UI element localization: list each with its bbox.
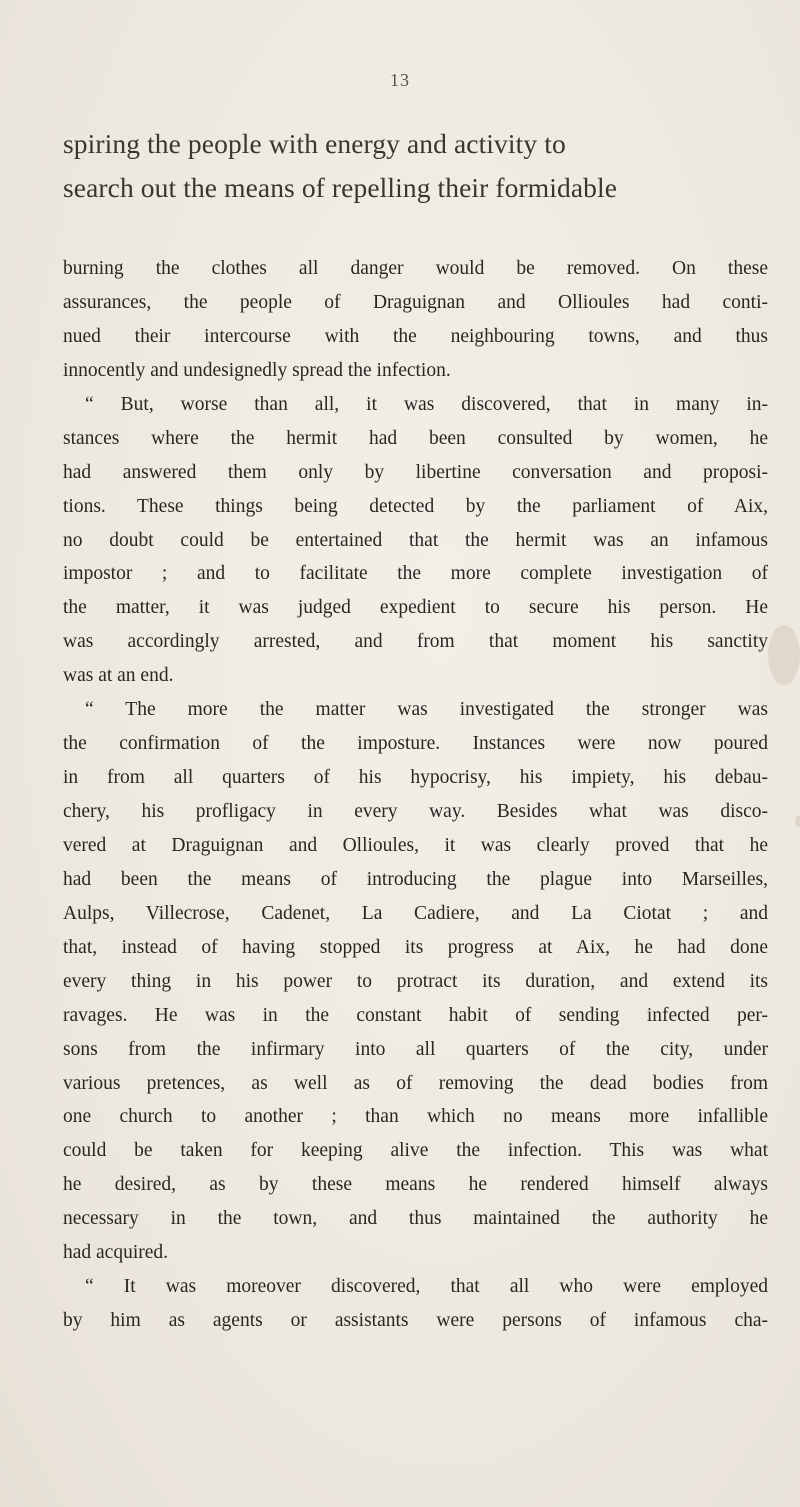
text-line: was at an end. xyxy=(63,665,174,687)
text-line: was accordingly arrested, and from that moment his sanctity xyxy=(63,631,768,653)
text-line: various pretences, as well as of removing the dead bodies from xyxy=(63,1072,768,1094)
body-text xyxy=(63,252,768,1338)
text-line: innocently and undesignedly spread the infection. xyxy=(63,359,451,381)
text-line: had been the means of introducing the plague into Marseilles, xyxy=(63,868,768,890)
text-line: he desired, as by these means he rendered himself always xyxy=(63,1174,768,1196)
text-line: “ The more the matter was investigated the stronger was xyxy=(85,699,768,721)
text-line: burning the clothes all danger would be removed. On these xyxy=(63,258,768,279)
header-line: search out the means of repelling their formidable xyxy=(63,172,618,203)
text-line: ravages. He was in the constant habit of sending infected per- xyxy=(63,1004,768,1026)
text-line: had answered them only by libertine conversation and proposi- xyxy=(63,461,768,483)
text-line: impostor ; and to facilitate the more complete investigation of xyxy=(63,563,768,585)
text-line: the matter, it was judged expedient to secure his person. He xyxy=(63,597,768,619)
text-line: no doubt could be entertained that the hermit was an infamous xyxy=(63,529,768,551)
text-line: could be taken for keeping alive the infection. This was what xyxy=(63,1140,768,1162)
text-line: necessary in the town, and thus maintained the authority he xyxy=(63,1208,768,1230)
text-line: stances where the hermit had been consulted by women, he xyxy=(63,427,768,449)
text-line: the confirmation of the imposture. Instances were now poured xyxy=(63,733,768,755)
paper-stain xyxy=(795,815,800,827)
text-line: nued their intercourse with the neighbouring towns, and thus xyxy=(63,325,768,347)
text-line: that, instead of having stopped its progress at Aix, he had done xyxy=(63,936,768,958)
text-line: by him as agents or assistants were persons of infamous cha- xyxy=(63,1310,768,1332)
text-line: assurances, the people of Draguignan and Ollioules had conti- xyxy=(63,291,768,313)
text-line: tions. These things being detected by the parliament of Aix, xyxy=(63,495,768,517)
text-line: every thing in his power to protract its duration, and extend its xyxy=(63,970,768,992)
paper-stain xyxy=(768,625,800,685)
text-line: “ But, worse than all, it was discovered, that in many in- xyxy=(85,393,768,415)
text-line: had acquired. xyxy=(63,1242,169,1264)
text-line: “ It was moreover discovered, that all who were employed xyxy=(85,1276,768,1298)
text-line: one church to another ; than which no means more infallible xyxy=(63,1106,768,1128)
text-line: chery, his profligacy in every way. Besides what was disco- xyxy=(63,801,768,822)
header-line: spiring the people with energy and activity to xyxy=(63,128,566,159)
page-number: 13 xyxy=(390,70,410,90)
text-line: sons from the infirmary into all quarters of the city, under xyxy=(63,1038,768,1060)
text-line: vered at Draguignan and Ollioules, it was clearly proved that he xyxy=(63,834,768,856)
text-line: in from all quarters of his hypocrisy, his impiety, his debau- xyxy=(63,767,768,789)
text-line: Aulps, Villecrose, Cadenet, La Cadiere, and La Ciotat ; and xyxy=(63,902,768,924)
